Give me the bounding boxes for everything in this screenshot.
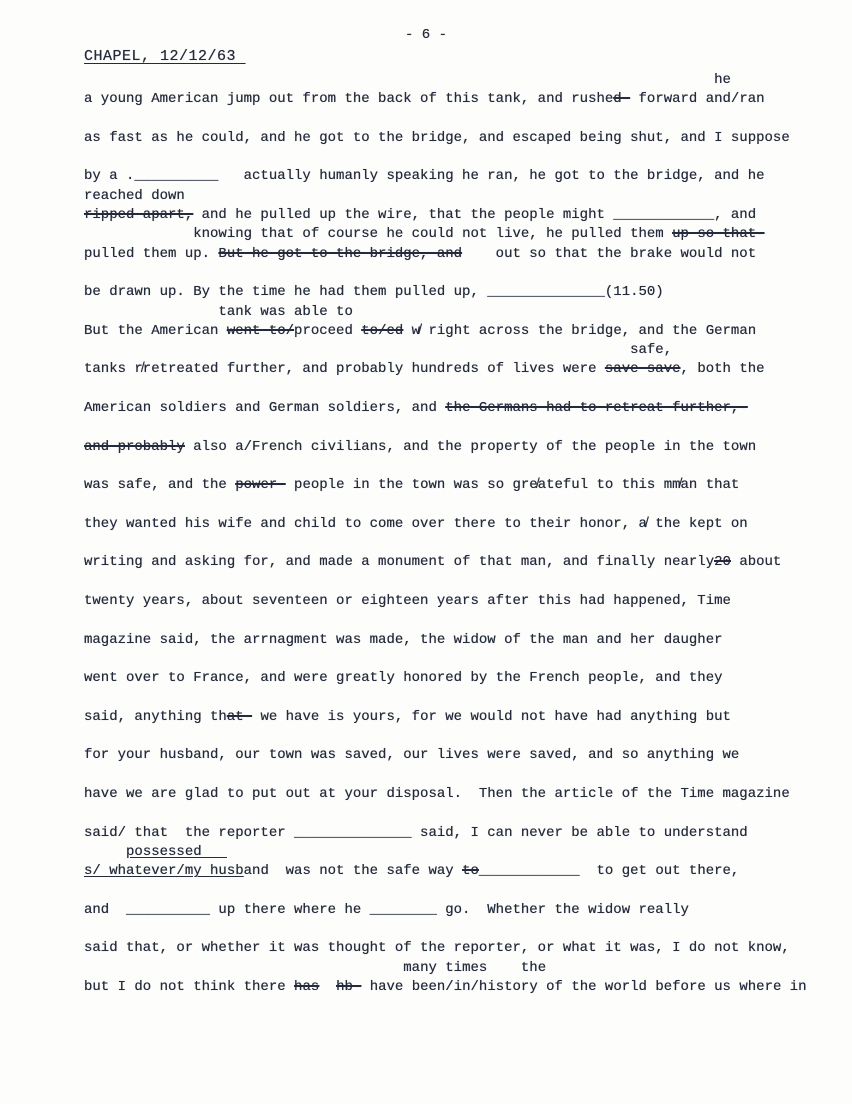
text-segment: went over to France, and were greatly honored by the French people, and they	[84, 670, 723, 687]
typed-line	[84, 457, 807, 476]
typed-line	[84, 650, 807, 669]
text-segment: we have is yours, for we would not have had anything but	[252, 708, 731, 725]
typed-line	[84, 90, 807, 109]
typed-line	[84, 669, 807, 688]
text-segment: reached down	[84, 187, 185, 204]
text-segment: out so that the brake would not	[462, 245, 757, 262]
typed-line	[84, 746, 807, 765]
typed-line	[84, 534, 807, 553]
typed-line	[84, 496, 807, 515]
typed-line	[84, 978, 807, 997]
typed-line	[84, 881, 807, 900]
typed-line	[84, 515, 807, 534]
struck-text: has	[294, 978, 320, 995]
text-segment: But the American	[84, 322, 227, 339]
typed-line	[84, 476, 807, 495]
text-segment: ____________ to get out there,	[478, 863, 740, 880]
text-segment: said that, or whether it was thought of the reporter, or what it was, I do not know,	[84, 940, 790, 957]
typed-line	[84, 283, 807, 302]
text-segment: w̸ right across the bridge, and the German	[403, 322, 757, 339]
typed-line	[84, 573, 807, 592]
struck-text: 20	[714, 554, 731, 571]
text-segment: twenty years, about seventeen or eighteen years after this had happened, Time	[84, 593, 731, 610]
text-segment: said/ that the reporter ______________ said, I can never be able to understand	[84, 824, 748, 841]
text-segment: knowing that of course he could not live, he pulled them	[193, 226, 673, 243]
typed-line	[84, 341, 807, 360]
text-segment: as fast as he could, and he got to the bridge, and escaped being shut, and I suppose	[84, 129, 790, 146]
page-number: - 6 -	[404, 27, 447, 43]
typed-line	[84, 438, 807, 457]
typed-line	[84, 804, 807, 823]
struck-text: to/ed	[361, 322, 404, 339]
text-segment: said, anything th	[84, 708, 227, 725]
typed-line	[84, 920, 807, 939]
typed-line	[84, 110, 807, 129]
text-segment: have been/in/history of the world before us where in	[361, 978, 807, 995]
struck-text: But he got to the bridge, and	[218, 245, 463, 262]
typed-line	[84, 264, 807, 283]
underlined-text: possessed	[126, 843, 227, 860]
text-segment: also a/French civilians, and the property of the people in the town	[184, 438, 757, 455]
typed-line	[84, 901, 807, 920]
struck-text: to	[462, 863, 479, 880]
typed-lines	[84, 71, 807, 997]
text-segment: about	[730, 554, 782, 571]
struck-text: hb-	[336, 978, 362, 995]
struck-text: power-	[235, 477, 286, 494]
typed-line	[84, 843, 807, 862]
struck-text: at-	[226, 708, 253, 725]
text-segment: and __________ up there where he ________ go. Whether the widow really	[84, 901, 689, 918]
struck-text: d-	[613, 91, 631, 108]
text-segment: by a .__________ actually humanly speaking he ran, he got to the bridge, and he	[84, 168, 765, 185]
text-segment: and was not the safe way	[243, 863, 463, 880]
typed-line	[84, 939, 807, 958]
struck-text: and probably	[84, 438, 185, 455]
text-segment: proceed	[294, 322, 362, 339]
text-segment: writing and asking for, and made a monument of that man, and finally nearly	[84, 554, 715, 571]
underlined-text: s/ whatever/my husb	[84, 863, 244, 880]
text-segment: magazine said, the arrnagment was made, the widow of the man and her daugher	[84, 631, 723, 648]
text-segment: was safe, and the	[84, 477, 236, 494]
typed-line	[84, 148, 807, 167]
typed-line	[84, 303, 807, 322]
text-segment: he	[714, 72, 731, 88]
struck-text: the Germans had to retreat further,-	[445, 400, 748, 417]
typed-line	[84, 592, 807, 611]
struck-text: went to/	[226, 322, 295, 339]
typed-line	[84, 553, 807, 572]
typed-line	[84, 611, 807, 630]
text-segment: pulled them up.	[84, 245, 219, 262]
text-segment: tank was able to	[218, 303, 353, 320]
text-segment: , both the	[680, 361, 765, 378]
text-segment: but I do not think there	[84, 978, 295, 995]
typed-line	[84, 824, 807, 843]
text-segment: tanks r̸retreated further, and probably hundreds of lives were	[84, 361, 605, 378]
struck-text: save save	[604, 361, 681, 378]
struck-text: ripped apart,	[84, 207, 194, 224]
typed-line	[84, 380, 807, 399]
text-segment: for your husband, our town was saved, our lives were saved, and so anything we	[84, 747, 740, 764]
text-segment: many times the	[403, 959, 547, 976]
typed-line	[84, 727, 807, 746]
typed-line	[84, 129, 807, 148]
typed-line	[84, 360, 807, 379]
text-segment: be drawn up. By the time he had them pulled up, ______________(11.50)	[84, 284, 664, 301]
text-segment: American soldiers and German soldiers, and	[84, 400, 446, 417]
text-segment	[319, 979, 336, 995]
typed-line	[84, 206, 807, 225]
typed-line	[84, 631, 807, 650]
typed-line	[84, 187, 807, 206]
typed-line	[84, 959, 807, 978]
typed-line	[84, 245, 807, 264]
typed-line	[84, 418, 807, 437]
struck-text: up so that-	[672, 226, 765, 243]
text-segment: safe,	[630, 342, 673, 359]
text-segment: a young American jump out from the back of this tank, and rushe	[84, 91, 614, 108]
typed-line	[84, 785, 807, 804]
typed-line	[84, 862, 807, 881]
typed-line	[84, 167, 807, 186]
typed-line	[84, 766, 807, 785]
page-heading: CHAPEL, 12/12/63	[84, 48, 246, 65]
text-segment: they wanted his wife and child to come over there to their honor, a̸ the kept on	[84, 515, 748, 532]
typed-line	[84, 71, 807, 90]
typed-line	[84, 322, 807, 341]
text-segment: have we are glad to put out at your disposal. Then the article of the Time magazine	[84, 785, 790, 802]
text-segment: and he pulled up the wire, that the people might ____________, and	[193, 207, 757, 224]
typed-line	[84, 399, 807, 418]
text-segment: people in the town was so gre̸ateful to this mm̸an that	[285, 477, 740, 494]
text-segment: forward and/ran	[630, 91, 765, 108]
typed-line	[84, 225, 807, 244]
typed-line	[84, 689, 807, 708]
typed-line	[84, 708, 807, 727]
